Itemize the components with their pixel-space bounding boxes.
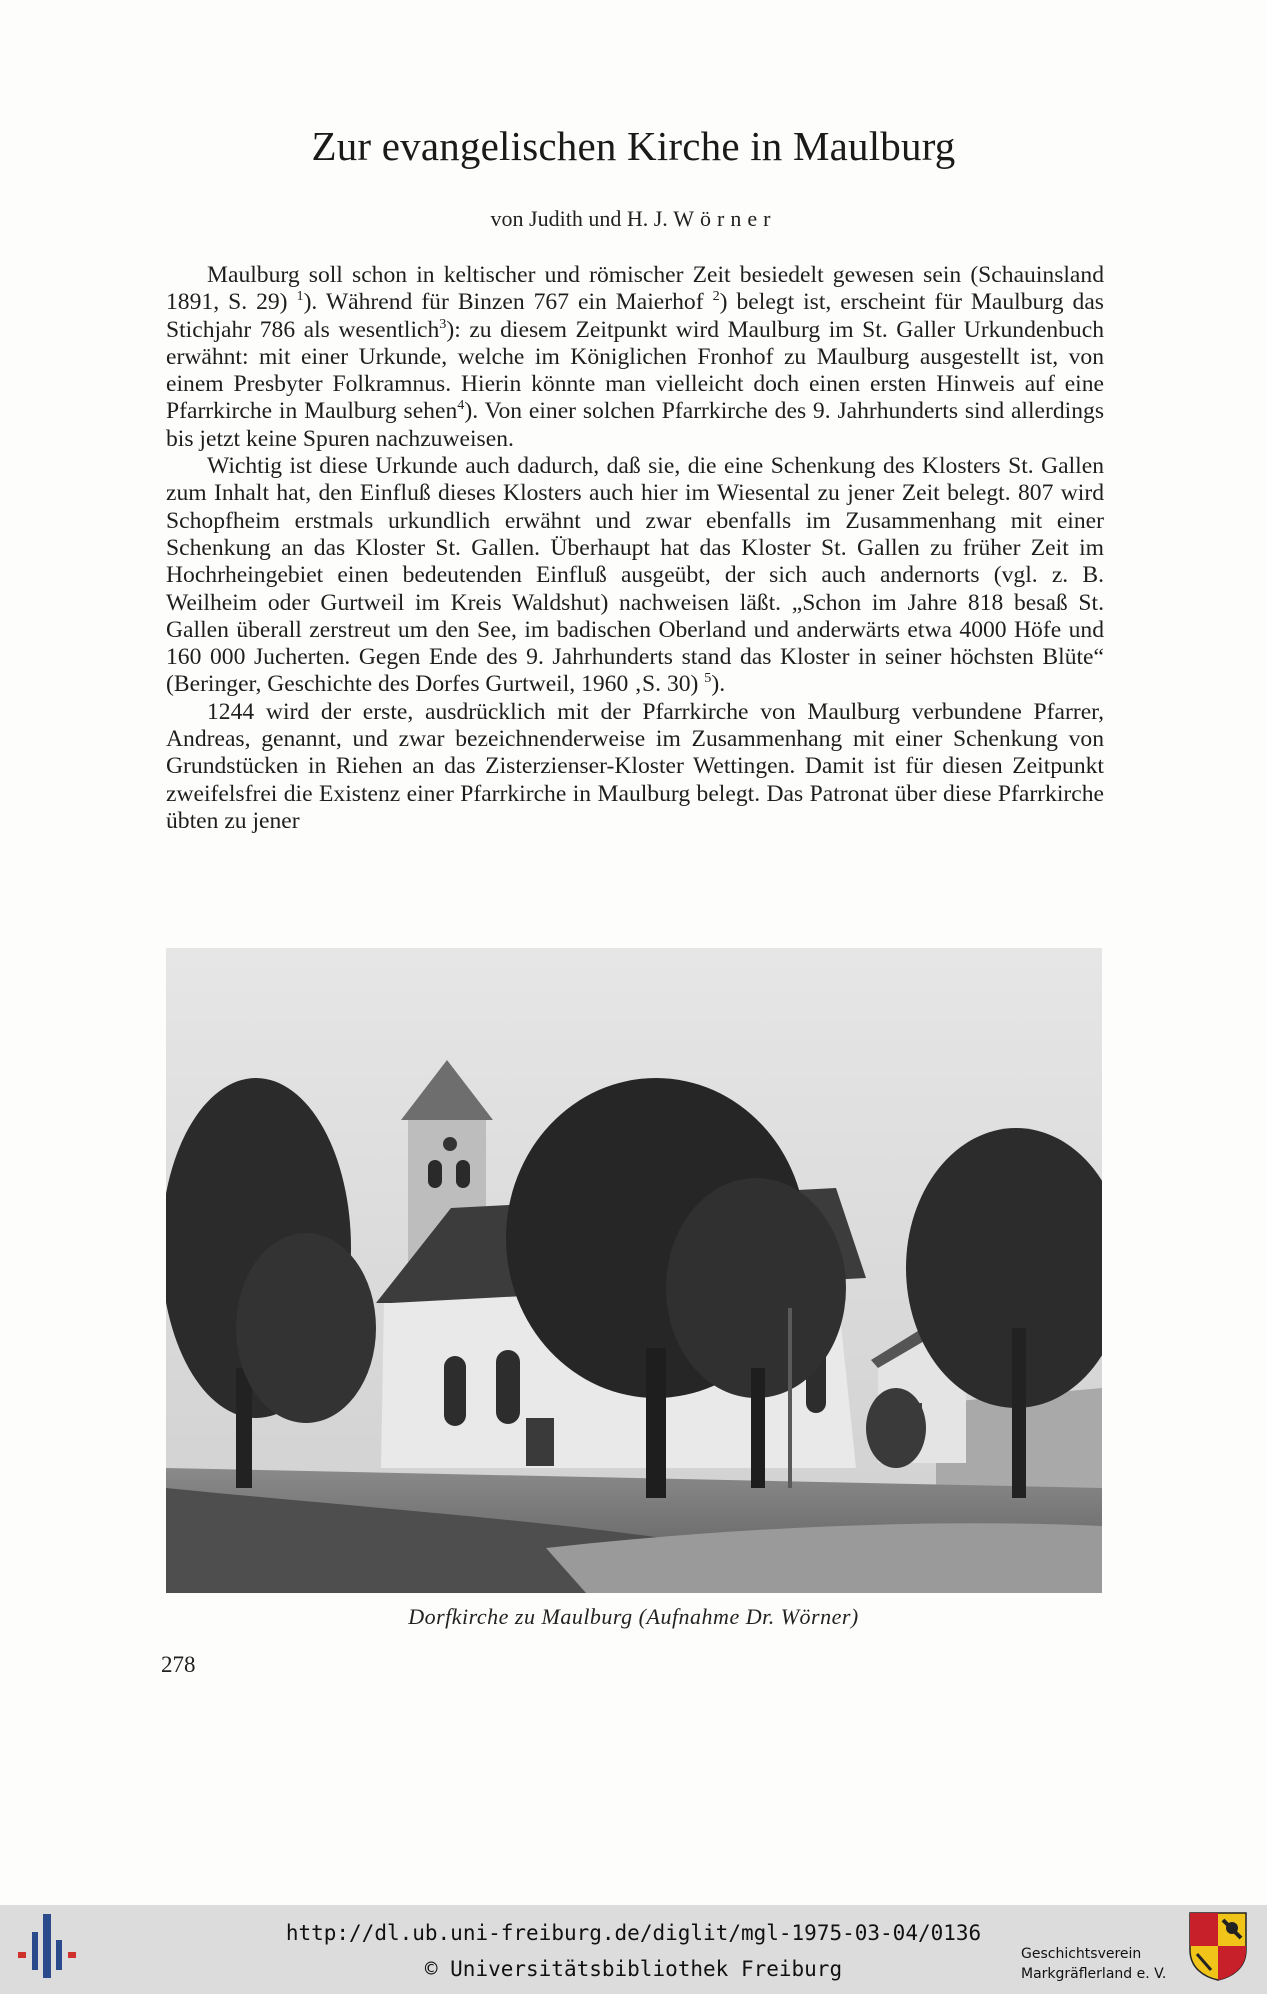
article-body [166,262,1104,835]
coat-of-arms-icon [1187,1910,1249,1982]
paragraph-text: ) belegt ist, erscheint für Maulburg das Stichjahr 786 als wesentlich [166,289,1104,343]
body-paragraph [166,262,1104,453]
society-line-1: Geschichtsverein [1021,1946,1142,1962]
paragraph-text: ): zu diesem Zeitpunkt wird Maulburg im St. Galler Urkundenbuch erwähnt: mit einer Urkunde, welche im Königlichen Fronhof zu Maulburg ausgestellt ist, von einem Presbyter Folkramnus. Hierin könnte man vielleicht doch einen ersten Hinweis auf eine Pfarrkirche in Maulburg sehen [166,316,1104,425]
authors-prefix: von Judith und H. J. [490,206,668,231]
church-photo-drawing [166,948,1102,1593]
society-line-2: Markgräflerland e. V. [1021,1966,1167,1982]
society-name [1021,1944,1166,1984]
church-photo [166,948,1102,1593]
article-authors [0,206,1267,232]
paragraph-text: ). Von einer solchen Pfarrkirche des 9. Jahrhunderts sind allerdings bis jetzt keine Spuren nachzuweisen. [166,398,1105,452]
authors-surname: Wörner [673,206,777,231]
paragraph-text: Wichtig ist diese Urkunde auch dadurch, daß sie, die eine Schenkung des Klosters St. Gallen zum Inhalt hat, den Einfluß dieses Klosters auch hier im Wiesental zu jener Zeit belegt. 807 wird Schopfheim erstmals urkundlich erwähnt und zwar ebenfalls im Zusammenhang mit einer Schenkung an das Kloster St. Gallen. Überhaupt hat das Kloster St. Gallen zu früher Zeit im Hochrheingebiet einen bedeutenden Einfluß ausgeübt, der sich auch andernorts (vgl. z. B. Weilheim oder Gurtweil im Kreis Waldshut) nachweisen läßt. „Schon im Jahre 818 besaß St. Gallen überall zerstreut um den See, im badischen Oberland und anderwärts etwa 4000 Höfe und 160 000 Jucherten. Gegen Ende des 9. Jahrhunderts stand das Kloster in seiner höchsten Blüte“ (Beringer, Geschichte des Dorfes Gurtweil, 1960 ‚S. 30) [166,453,1104,698]
footnote-marker: 3 [439,315,447,332]
article-title: Zur evangelischen Kirche in Maulburg [311,123,956,169]
paragraph-text: ). Während für Binzen 767 ein Maierhof [303,289,713,316]
copyright-notice: © Universitätsbibliothek Freiburg [424,1957,843,1981]
body-paragraph [166,453,1104,699]
permalink-url[interactable]: http://dl.ub.uni-freiburg.de/diglit/mgl-1975-03-04/0136 [285,1921,982,1945]
footnote-marker: 1 [296,288,304,305]
library-footer [0,1905,1267,1994]
ub-freiburg-logo-icon [16,1910,80,1982]
paragraph-text: Maulburg soll schon in keltischer und römischer Zeit besiedelt gewesen sein (Schauinsland 1891, S. 29) [166,262,1104,316]
paragraph-text: 1244 wird der erste, ausdrücklich mit der Pfarrkirche von Maulburg verbundene Pfarrer, Andreas, genannt, und zwar bezeichnenderweise im Zusammenhang mit einer Schenkung von Grundstücken in Riehen an das Zisterzienser-Kloster Wettingen. Damit ist für diesen Zeitpunkt zweifelsfrei die Existenz einer Pfarrkirche in Maulburg belegt. Das Patronat über diese Pfarrkirche übten zu jener [166,698,1104,834]
footnote-marker: 4 [457,397,465,414]
footnote-marker: 5 [704,670,712,687]
body-paragraph [166,699,1104,835]
footnote-marker: 2 [712,288,720,305]
paragraph-text: ). [711,671,726,698]
page-number: 278 [161,1652,196,1677]
photo-caption: Dorfkirche zu Maulburg (Aufnahme Dr. Wörner) [408,1604,859,1629]
